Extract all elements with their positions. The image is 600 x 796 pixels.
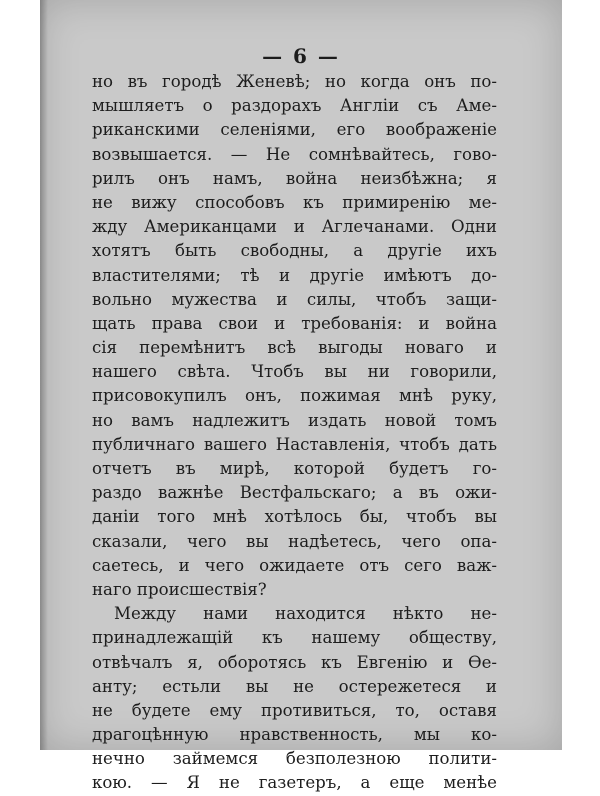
text-line: сія перемѣнитъ всѣ выгоды новаго и (92, 338, 497, 358)
text-line: щать права свои и требованія: и война (92, 313, 497, 333)
text-line: возвышается. — Не сомнѣвайтесь, гово- (92, 144, 497, 164)
text-line: драгоцѣнную нравственность, мы ко- (92, 725, 497, 745)
text-line: раздо важнѣе Вестфальскаго; а въ ожи- (92, 483, 497, 503)
page-number: — 6 — (262, 44, 340, 68)
text-line: не вижу способовъ къ примиренію ме- (92, 192, 497, 212)
right-margin (562, 0, 600, 750)
body-text (92, 70, 497, 796)
text-line: рилъ онъ намъ, война неизбѣжна; я (92, 168, 497, 188)
text-line: принадлежащій къ нашему обществу, (92, 628, 497, 648)
paragraph-start-line: Между нами находится нѣкто не- (114, 604, 497, 624)
text-line: присовокупилъ онъ, пожимая мнѣ руку, (92, 386, 497, 406)
text-line: отвѣчалъ я, оборотясь къ Евгенію и Ѳе- (92, 652, 497, 672)
text-line: кою. — Я не газетеръ, а еще менѣе (92, 773, 497, 793)
text-line: публичнаго вашего Наставленія, чтобъ дать (92, 434, 497, 454)
text-line: жду Американцами и Аглечанами. Одни (92, 217, 497, 237)
text-line: отчетъ въ мирѣ, которой будетъ го- (92, 459, 497, 478)
text-line: хотятъ быть свободны, а другіе ихъ (92, 241, 497, 261)
spine-shadow (40, 0, 48, 750)
text-line: анту; естьли вы не остережетеся и (92, 676, 497, 696)
text-line: сказали, чего вы надѣетесь, чего опа- (92, 531, 497, 551)
text-line: риканскими селеніями, его воображеніе (92, 120, 497, 140)
text-line: нечно займемся безполезною полити- (92, 749, 497, 769)
text-line: но вамъ надлежитъ издать новой томъ (92, 410, 497, 430)
text-line: даніи того мнѣ хотѣлось бы, чтобъ вы (92, 507, 497, 527)
text-line: не будете ему противиться, то, оставя (92, 700, 497, 720)
text-line: властителями; тѣ и другіе имѣютъ до- (92, 265, 497, 285)
paragraph-end-line: наго происшествія? (92, 579, 267, 599)
text-line: но въ городѣ Женевѣ; но когда онъ по- (92, 72, 497, 91)
text-line: вольно мужества и силы, чтобъ защи- (92, 289, 497, 309)
text-line: нашего свѣта. Чтобъ вы ни говорили, (92, 362, 497, 382)
text-line: мышляетъ о раздорахъ Англіи съ Аме- (92, 96, 497, 116)
text-line: саетесь, и чего ожидаете отъ сего важ- (92, 555, 497, 575)
left-margin (0, 0, 40, 750)
